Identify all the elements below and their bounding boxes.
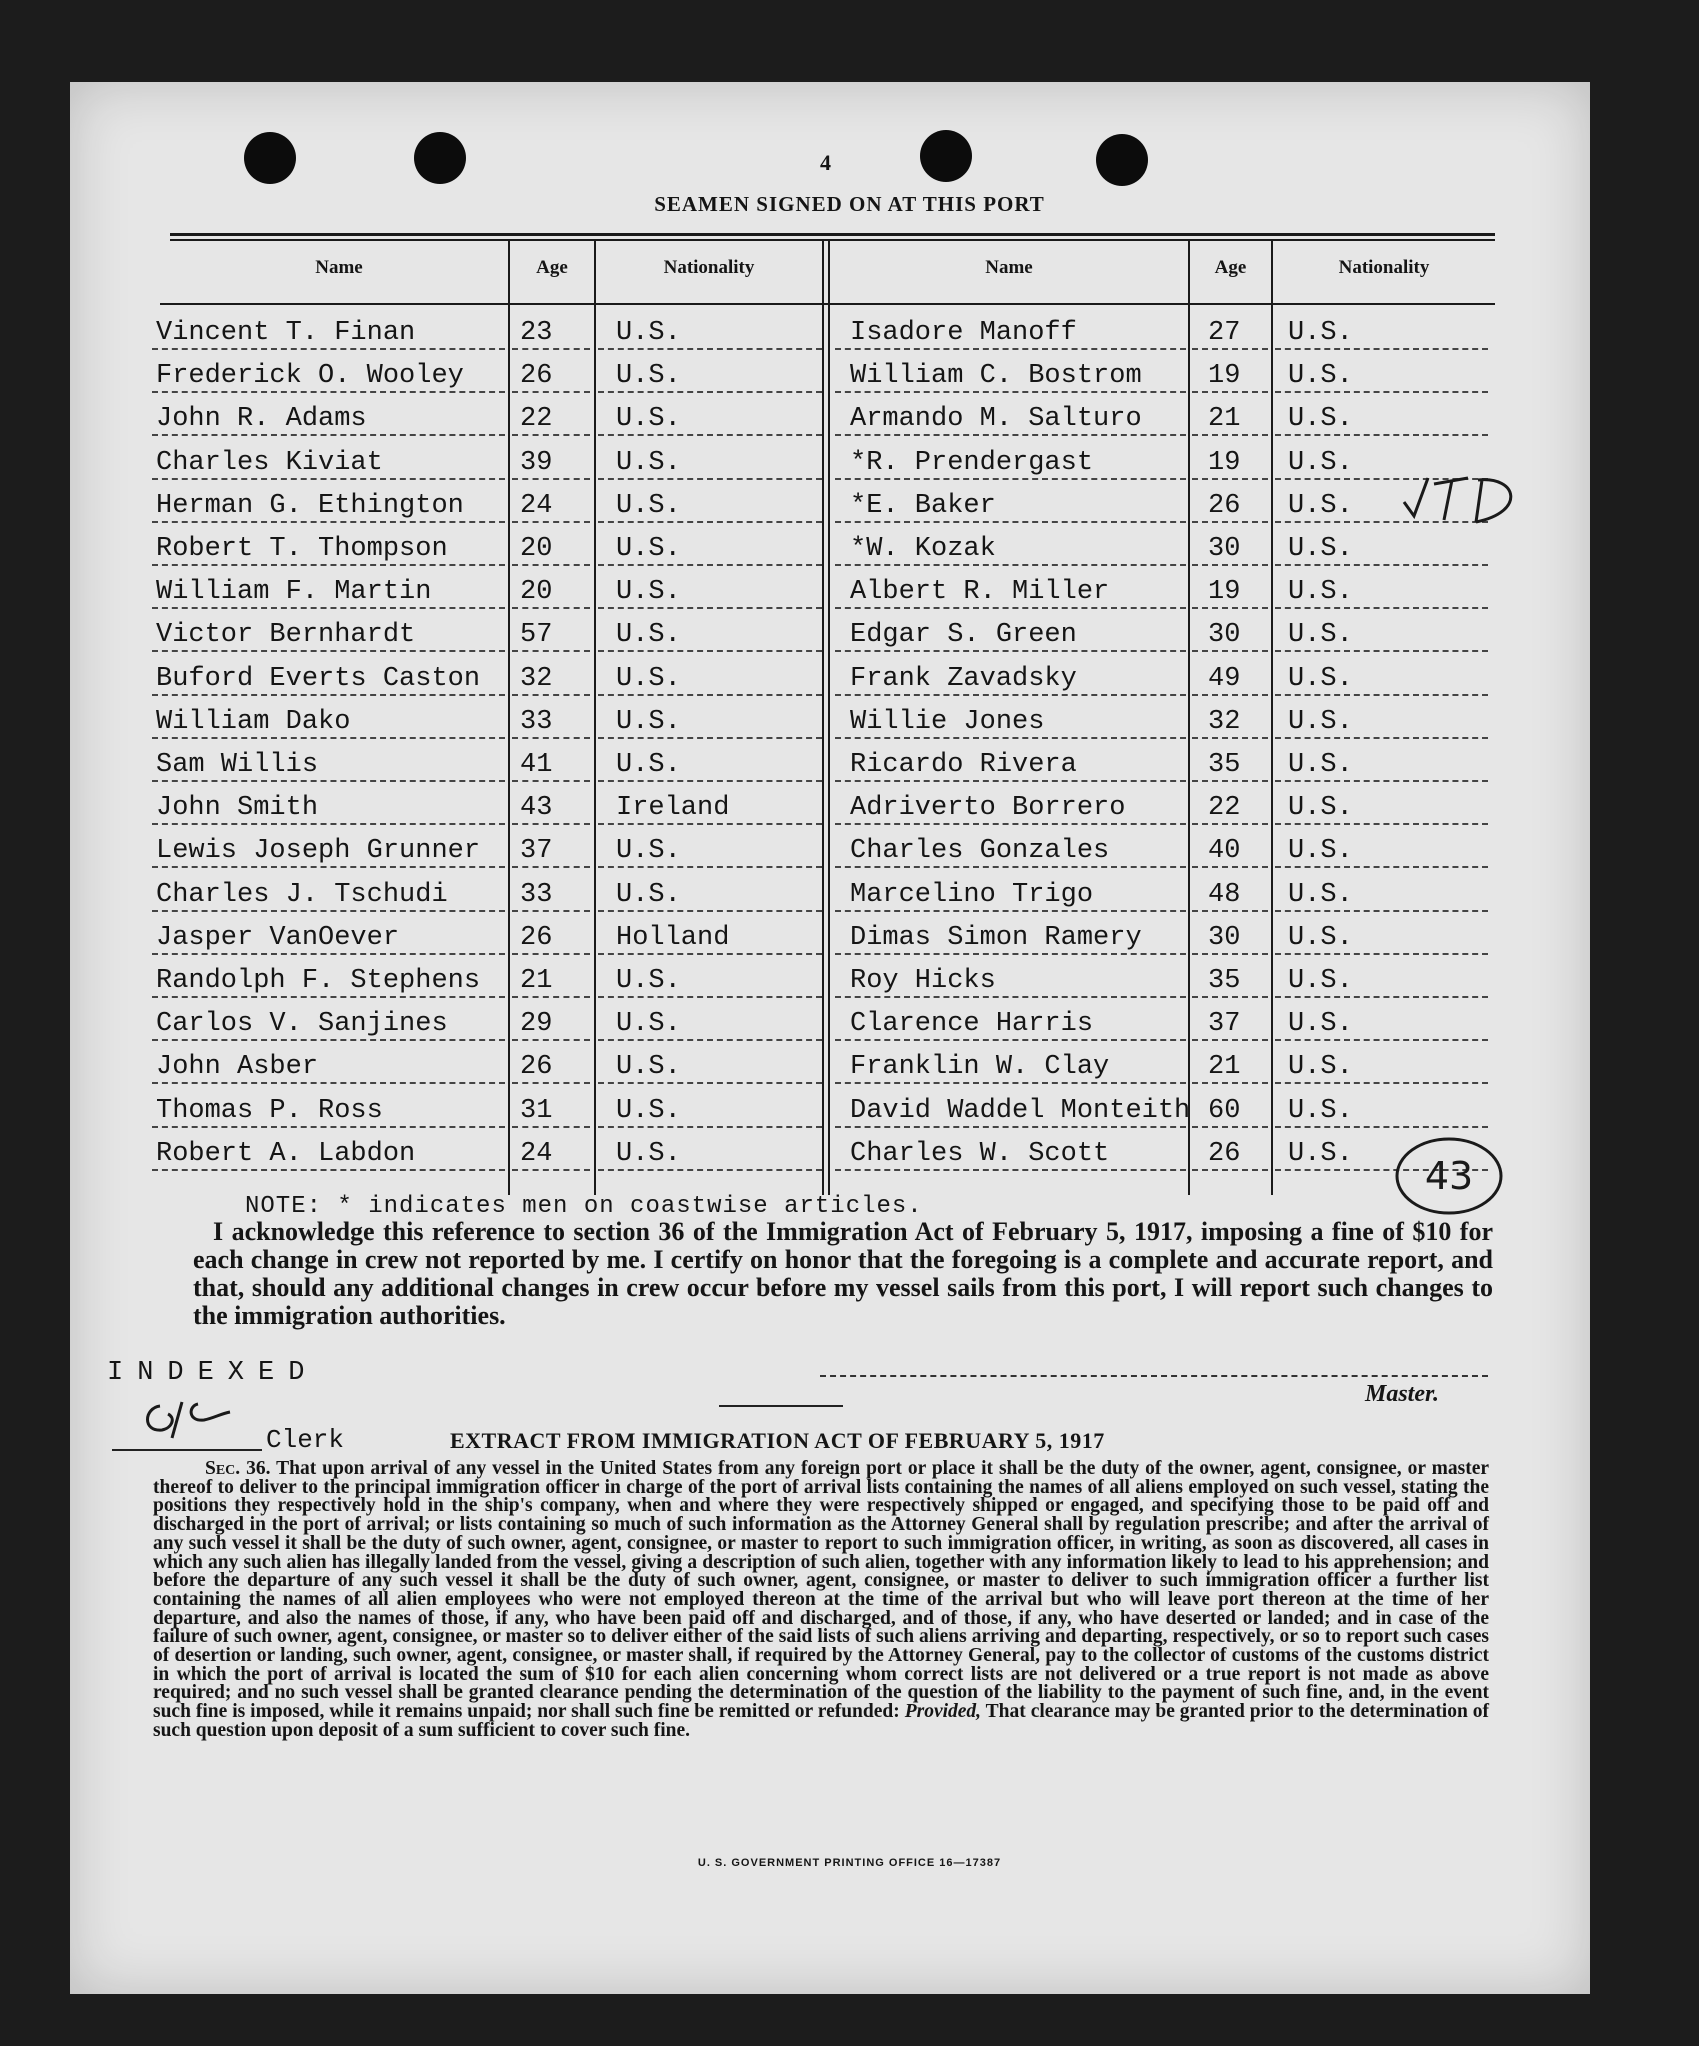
handwritten-count: 43 (1424, 1154, 1474, 1198)
right-row-name: Ricardo Rivera (850, 750, 1077, 780)
right-row-age: 48 (1208, 879, 1241, 910)
left-row-age: 57 (520, 620, 553, 651)
right-row-name: Isadore Manoff (850, 318, 1077, 348)
left-row-age: 22 (520, 404, 553, 435)
right-row-nationality: U.S. (1288, 879, 1353, 910)
row-guide-line (1275, 1039, 1488, 1041)
right-row-name: Adriverto Borrero (850, 793, 1126, 824)
row-guide-line (512, 780, 590, 782)
row-guide-line (598, 607, 822, 609)
left-row-age: 31 (520, 1095, 553, 1126)
row-guide-line (1275, 348, 1488, 350)
row-guide-line (512, 607, 590, 609)
right-row-nationality: U.S. (1288, 1095, 1353, 1126)
row-guide-line (512, 910, 590, 912)
printer-mark: U. S. GOVERNMENT PRINTING OFFICE 16—17387 (697, 1857, 1002, 1869)
right-row-age: 35 (1208, 966, 1241, 996)
left-row-age: 32 (520, 663, 553, 694)
left-row-name: Vincent T. Finan (156, 318, 416, 348)
right-row-name: Willie Jones (850, 706, 1045, 737)
right-row-nationality: U.S. (1288, 1009, 1353, 1040)
row-guide-line (1192, 391, 1268, 393)
right-row-nationality: U.S. (1288, 793, 1353, 824)
row-guide-line (152, 564, 505, 566)
row-guide-line (1275, 823, 1488, 825)
right-row-name: Albert R. Miller (850, 577, 1110, 608)
right-row-nationality: U.S. (1288, 1052, 1353, 1083)
row-guide-line (512, 694, 590, 696)
right-row-age: 19 (1208, 361, 1241, 392)
row-guide-line (512, 823, 590, 825)
right-row-nationality: U.S. (1288, 361, 1353, 392)
row-guide-line (512, 953, 590, 955)
row-guide-line (598, 694, 822, 696)
left-row-name: Carlos V. Sanjines (156, 1009, 448, 1040)
left-row-age: 20 (520, 534, 553, 564)
punch-hole (244, 132, 296, 184)
left-row-name: Robert A. Labdon (156, 1138, 416, 1169)
left-row-name: John Smith (156, 793, 319, 824)
row-guide-line (835, 391, 1186, 393)
row-guide-line (512, 1169, 590, 1171)
section-number: Sec. 36. (205, 1458, 271, 1479)
right-row-age: 40 (1208, 836, 1241, 867)
right-row-age: 30 (1208, 922, 1241, 953)
left-row-age: 26 (520, 1052, 553, 1083)
right-row-name: David Waddel Monteith (850, 1095, 1191, 1126)
column-divider (1188, 240, 1190, 1195)
row-guide-line (1192, 780, 1268, 782)
row-guide-line (512, 434, 590, 436)
row-guide-line (1275, 866, 1488, 868)
left-row-nationality: U.S. (616, 361, 681, 392)
row-guide-line (1275, 650, 1488, 652)
row-guide-line (598, 953, 822, 955)
right-row-nationality: U.S. (1288, 663, 1353, 694)
row-guide-line (152, 737, 505, 739)
row-guide-line (512, 521, 590, 523)
right-row-name: Marcelino Trigo (850, 879, 1094, 910)
row-guide-line (1275, 780, 1488, 782)
left-row-name: Buford Everts Caston (156, 663, 481, 694)
right-row-age: 60 (1208, 1095, 1241, 1126)
row-guide-line (1192, 434, 1268, 436)
row-guide-line (835, 694, 1186, 696)
right-row-name: Edgar S. Green (850, 620, 1077, 651)
right-row-age: 26 (1208, 490, 1241, 521)
row-guide-line (1192, 478, 1268, 480)
row-guide-line (835, 1039, 1186, 1041)
right-row-name: Armando M. Salturo (850, 404, 1142, 435)
row-guide-line (835, 564, 1186, 566)
row-guide-line (1275, 1126, 1488, 1128)
row-guide-line (512, 564, 590, 566)
left-row-name: Victor Bernhardt (156, 620, 416, 651)
right-row-age: 26 (1208, 1138, 1241, 1169)
column-divider (1271, 240, 1273, 1195)
row-guide-line (598, 650, 822, 652)
left-row-age: 23 (520, 318, 553, 348)
right-row-age: 35 (1208, 750, 1241, 780)
left-age-header: Age (536, 257, 568, 278)
left-row-age: 24 (520, 490, 553, 521)
left-row-name: William Dako (156, 706, 351, 737)
row-guide-line (835, 478, 1186, 480)
right-row-name: *W. Kozak (850, 534, 996, 564)
row-guide-line (1192, 348, 1268, 350)
table-top-rule (170, 239, 1495, 241)
row-guide-line (152, 1126, 505, 1128)
right-row-nationality: U.S. (1288, 620, 1353, 651)
row-guide-line (835, 607, 1186, 609)
left-row-nationality: U.S. (616, 404, 681, 435)
clerk-label: Clerk (266, 1425, 345, 1455)
row-guide-line (512, 1039, 590, 1041)
left-row-age: 39 (520, 447, 553, 478)
row-guide-line (598, 996, 822, 998)
left-row-nationality: U.S. (616, 577, 681, 608)
left-row-age: 26 (520, 361, 553, 392)
right-row-nationality: U.S. (1288, 404, 1353, 435)
row-guide-line (835, 1126, 1186, 1128)
row-guide-line (152, 607, 505, 609)
punch-hole (1096, 134, 1148, 186)
row-guide-line (835, 996, 1186, 998)
left-row-nationality: U.S. (616, 318, 681, 348)
row-guide-line (835, 434, 1186, 436)
column-divider (822, 240, 824, 1195)
row-guide-line (152, 650, 505, 652)
right-row-nationality: U.S. (1288, 1138, 1353, 1169)
row-guide-line (598, 780, 822, 782)
row-guide-line (835, 1169, 1186, 1171)
left-row-nationality: U.S. (616, 490, 681, 521)
row-guide-line (1192, 823, 1268, 825)
row-guide-line (152, 866, 505, 868)
right-row-name: Frank Zavadsky (850, 663, 1077, 694)
right-row-age: 27 (1208, 318, 1241, 348)
row-guide-line (598, 348, 822, 350)
row-guide-line (512, 348, 590, 350)
acknowledgement-text: I acknowledge this reference to section 36 of the Immigration Act of February 5, 1917, imposing a fine of $10 for each change in crew not reported by me. I certify on honor that the foregoing is a complete and accurate report, and that, should any additional changes in crew occur before my vessel sails from this port, I will report such changes to the immigration authorities. (193, 1217, 1493, 1330)
row-guide-line (835, 348, 1186, 350)
row-guide-line (1192, 1082, 1268, 1084)
right-row-nationality: U.S. (1288, 577, 1353, 608)
column-divider (828, 240, 830, 1195)
master-label: Master. (1365, 1381, 1440, 1407)
right-row-age: 21 (1208, 404, 1241, 435)
left-row-name: Charles Kiviat (156, 447, 383, 478)
row-guide-line (598, 478, 822, 480)
left-row-age: 43 (520, 793, 553, 824)
left-name-header: Name (315, 257, 363, 278)
left-row-nationality: U.S. (616, 836, 681, 867)
left-row-nationality: U.S. (616, 879, 681, 910)
row-guide-line (598, 823, 822, 825)
clerk-initials-signature (138, 1388, 248, 1448)
left-row-nationality: U.S. (616, 750, 681, 780)
left-row-age: 41 (520, 750, 553, 780)
left-row-nationality: U.S. (616, 663, 681, 694)
row-guide-line (1192, 1126, 1268, 1128)
right-row-nationality: U.S. (1288, 534, 1353, 564)
row-guide-line (598, 866, 822, 868)
left-row-age: 21 (520, 966, 553, 996)
left-row-name: Herman G. Ethington (156, 490, 464, 521)
right-row-nationality: U.S. (1288, 706, 1353, 737)
row-guide-line (1192, 910, 1268, 912)
row-guide-line (598, 521, 822, 523)
right-row-nationality: U.S. (1288, 750, 1353, 780)
left-row-name: Sam Willis (156, 750, 319, 780)
left-row-nationality: Holland (616, 922, 730, 953)
left-row-nationality: U.S. (616, 1009, 681, 1040)
extract-text: That upon arrival of any vessel in the United States from any foreign port or place it shall be the duty of the owner, agent, consignee, or master thereof to deliver to the principal immigration officer in charge of the port of arrival lists containing the names of all aliens employed on such vessel, stating the positions they respectively hold in the ship's company, when and where they were respectively shipped or engaged, and specifying those to be paid off and discharged in the port of arrival; or lists containing so much of such information as the Attorney General shall by regulation prescribe; and after the arrival of any such vessel it shall be the duty of such owner, agent, consignee, or master to report to such immigration officer, in writing, as soon as discovered, all cases in which any such alien has illegally landed from the vessel, giving a description of such alien, together with any information likely to lead to his apprehension; and before the departure of any such vessel it shall be the duty of such owner, agent, consignee, or master to deliver to such immigration officer a further list containing the names of all alien employees who were not employed thereon at the time of the arrival but who will leave port thereon at the time of her departure, and also the names of those, if any, who have been paid off and discharged, and of those, if any, who have deserted or landed; and in case of the failure of such owner, agent, consignee, or master so to deliver either of the said lists of such aliens arriving and departing, respectively, or so to report such cases of desertion or landing, such owner, agent, consignee, or master shall, if required by the Attorney General, pay to the collector of customs of the customs district in which the port of arrival is located the sum of $10 for each alien concerning whom correct lists are not delivered or a true report is not made as above required; and no such vessel shall be granted clearance pending the determination of the question of the liability to the payment of such fine, and, in the event such fine is imposed, while it remains unpaid; nor shall such fine be remitted or refunded: (153, 1458, 1489, 1723)
column-divider (508, 240, 510, 1195)
provided-term: Provided, (904, 1701, 982, 1723)
left-row-nationality: U.S. (616, 1052, 681, 1083)
right-nationality-header: Nationality (1338, 257, 1430, 278)
punch-hole (920, 130, 972, 182)
right-row-name: Franklin W. Clay (850, 1052, 1110, 1083)
right-row-name: Dimas Simon Ramery (850, 922, 1142, 953)
table-top-rule (170, 233, 1495, 236)
row-guide-line (835, 650, 1186, 652)
indexed-stamp: INDEXED (107, 1358, 319, 1388)
row-guide-line (1192, 953, 1268, 955)
row-guide-line (152, 348, 505, 350)
right-row-age: 32 (1208, 706, 1241, 737)
row-guide-line (1275, 694, 1488, 696)
left-row-nationality: U.S. (616, 534, 681, 564)
row-guide-line (1275, 391, 1488, 393)
left-row-name: Lewis Joseph Grunner (156, 836, 481, 867)
row-guide-line (512, 866, 590, 868)
right-row-nationality: U.S. (1288, 490, 1353, 521)
left-row-name: Frederick O. Wooley (156, 361, 464, 392)
right-row-nationality: U.S. (1288, 966, 1353, 996)
right-row-age: 21 (1208, 1052, 1241, 1083)
right-row-name: Roy Hicks (850, 966, 996, 996)
row-guide-line (152, 996, 505, 998)
row-guide-line (512, 1082, 590, 1084)
extract-body (153, 1460, 1489, 1741)
left-row-nationality: U.S. (616, 447, 681, 478)
row-guide-line (1192, 1169, 1268, 1171)
right-row-name: Clarence Harris (850, 1009, 1094, 1040)
row-guide-line (835, 521, 1186, 523)
row-guide-line (152, 1082, 505, 1084)
row-guide-line (598, 1126, 822, 1128)
row-guide-line (835, 823, 1186, 825)
left-row-nationality: U.S. (616, 1138, 681, 1169)
right-row-age: 19 (1208, 577, 1241, 608)
column-divider (594, 240, 596, 1195)
left-row-age: 20 (520, 577, 553, 608)
row-guide-line (152, 953, 505, 955)
row-guide-line (152, 694, 505, 696)
right-row-nationality: U.S. (1288, 318, 1353, 348)
right-row-age: 19 (1208, 447, 1241, 478)
row-guide-line (835, 780, 1186, 782)
section-divider (719, 1405, 843, 1407)
handwritten-margin-mark (1398, 470, 1528, 530)
left-row-name: Robert T. Thompson (156, 534, 448, 564)
row-guide-line (152, 478, 505, 480)
left-row-nationality: U.S. (616, 620, 681, 651)
row-guide-line (598, 1169, 822, 1171)
left-nationality-header: Nationality (663, 257, 755, 278)
left-row-nationality: U.S. (616, 966, 681, 996)
row-guide-line (598, 564, 822, 566)
row-guide-line (152, 1039, 505, 1041)
left-row-age: 33 (520, 706, 553, 737)
left-row-age: 33 (520, 879, 553, 910)
left-row-name: William F. Martin (156, 577, 432, 608)
row-guide-line (512, 737, 590, 739)
row-guide-line (598, 434, 822, 436)
row-guide-line (1275, 564, 1488, 566)
row-guide-line (835, 953, 1186, 955)
right-row-nationality: U.S. (1288, 447, 1353, 478)
clerk-signature-line (112, 1449, 262, 1451)
row-guide-line (1192, 1039, 1268, 1041)
right-row-age: 37 (1208, 1009, 1241, 1040)
row-guide-line (1192, 694, 1268, 696)
row-guide-line (1192, 996, 1268, 998)
row-guide-line (512, 478, 590, 480)
row-guide-line (152, 780, 505, 782)
row-guide-line (152, 910, 505, 912)
page-title: SEAMEN SIGNED ON AT THIS PORT (654, 192, 1045, 216)
right-row-name: William C. Bostrom (850, 361, 1142, 392)
row-guide-line (1275, 1082, 1488, 1084)
right-row-age: 30 (1208, 620, 1241, 651)
left-row-nationality: U.S. (616, 706, 681, 737)
row-guide-line (512, 1126, 590, 1128)
row-guide-line (598, 391, 822, 393)
right-name-header: Name (985, 257, 1033, 278)
left-row-age: 26 (520, 922, 553, 953)
acknowledgement-paragraph (193, 1218, 1493, 1330)
row-guide-line (598, 1039, 822, 1041)
left-row-name: Jasper VanOever (156, 922, 400, 953)
row-guide-line (1275, 996, 1488, 998)
row-guide-line (512, 391, 590, 393)
right-row-name: *E. Baker (850, 490, 996, 521)
row-guide-line (512, 996, 590, 998)
coastwise-note: NOTE: * indicates men on coastwise articles. (245, 1193, 923, 1220)
row-guide-line (1275, 910, 1488, 912)
right-row-age: 30 (1208, 534, 1241, 564)
left-row-name: Randolph F. Stephens (156, 966, 481, 996)
right-row-nationality: U.S. (1288, 922, 1353, 953)
right-row-name: Charles Gonzales (850, 836, 1110, 867)
row-guide-line (152, 521, 505, 523)
row-guide-line (598, 737, 822, 739)
row-guide-line (1275, 737, 1488, 739)
row-guide-line (598, 1082, 822, 1084)
row-guide-line (512, 650, 590, 652)
row-guide-line (152, 391, 505, 393)
row-guide-line (835, 737, 1186, 739)
row-guide-line (152, 434, 505, 436)
right-row-age: 49 (1208, 663, 1241, 694)
row-guide-line (1192, 866, 1268, 868)
left-row-name: Thomas P. Ross (156, 1095, 383, 1126)
left-row-age: 29 (520, 1009, 553, 1040)
row-guide-line (1192, 564, 1268, 566)
row-guide-line (1192, 521, 1268, 523)
right-row-name: Charles W. Scott (850, 1138, 1110, 1169)
page-number: 4 (820, 150, 831, 175)
row-guide-line (1275, 607, 1488, 609)
right-row-nationality: U.S. (1288, 836, 1353, 867)
row-guide-line (152, 823, 505, 825)
right-age-header: Age (1214, 257, 1247, 278)
right-row-age: 22 (1208, 793, 1241, 824)
left-row-age: 37 (520, 836, 553, 867)
row-guide-line (598, 910, 822, 912)
left-row-nationality: Ireland (616, 793, 730, 824)
row-guide-line (1192, 607, 1268, 609)
left-row-name: John Asber (156, 1052, 319, 1083)
master-signature-line (820, 1375, 1488, 1377)
row-guide-line (152, 1169, 505, 1171)
extract-title: EXTRACT FROM IMMIGRATION ACT OF FEBRUARY 5, 1917 (450, 1428, 1105, 1453)
row-guide-line (1192, 737, 1268, 739)
left-row-nationality: U.S. (616, 1095, 681, 1126)
left-row-name: Charles J. Tschudi (156, 879, 448, 910)
handwritten-count-circle (1393, 1135, 1505, 1217)
row-guide-line (1275, 953, 1488, 955)
row-guide-line (835, 910, 1186, 912)
row-guide-line (835, 1082, 1186, 1084)
left-row-name: John R. Adams (156, 404, 367, 435)
row-guide-line (1192, 650, 1268, 652)
extract-text-end: That clearance may be granted prior to the determination of such question upon deposit of a sum sufficient to cover such fine. (153, 1701, 1490, 1741)
row-guide-line (835, 866, 1186, 868)
row-guide-line (1275, 434, 1488, 436)
punch-hole (414, 132, 466, 184)
right-row-name: *R. Prendergast (850, 447, 1094, 478)
left-row-age: 24 (520, 1138, 553, 1169)
